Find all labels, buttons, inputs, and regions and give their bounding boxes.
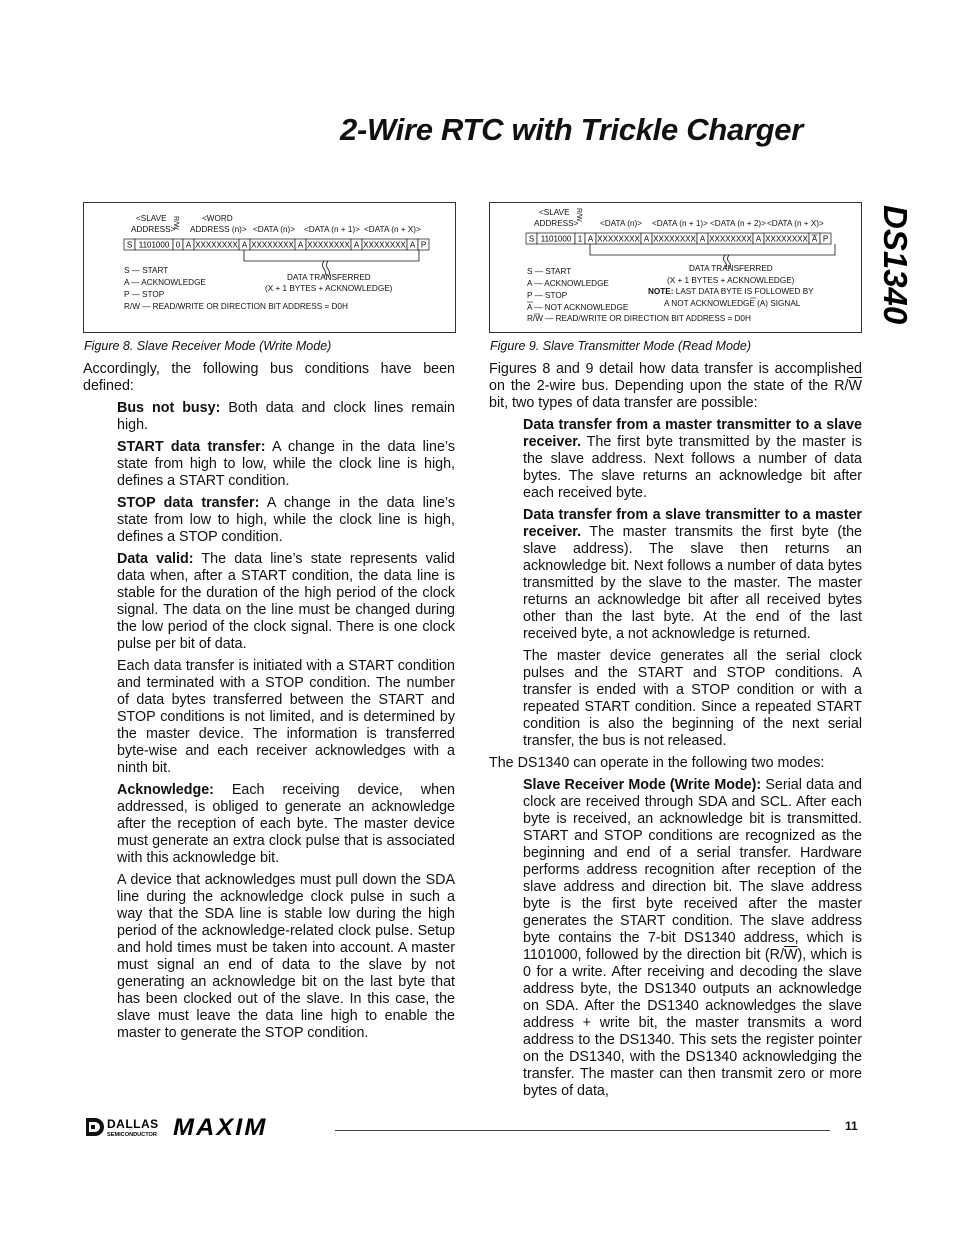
fig8-hdr-slave: <SLAVE [136, 214, 167, 223]
fig9-data-transferred-sub: (X + 1 BYTES + ACKNOWLEDGE) [667, 276, 795, 285]
svg-text:NOTE: LAST DATA BYTE IS FOLLOW [648, 287, 814, 296]
maxim-logo-text: MAXIM [173, 1115, 268, 1139]
slave-to-master: Data transfer from a slave transmitter to a master receiver. The master transmits the first byte (the slave address). The slave then returns an acknowledge bit. Next follows a number of data bytes transmitted by the slave to the master. The master returns an acknowledge bit after all received bytes other than the last byte. At the end of the last received byte, a not acknowledge is returned. [523, 507, 862, 642]
fig9-data-transferred: DATA TRANSFERRED [689, 264, 773, 273]
figure-8-caption: Figure 8. Slave Receiver Mode (Write Mode) [84, 339, 332, 353]
fig8-data-transferred: DATA TRANSFERRED [287, 273, 371, 282]
each-data-transfer: Each data transfer is initiated with a START condition and terminated with a STOP condition. The number of data bytes transferred between the START and STOP conditions is not limited, and is determined by the master device. The information is transferred byte-wise and each receiver acknowledges with a ninth bit. [117, 658, 455, 776]
fig9-frame [526, 233, 831, 244]
operating-modes: The DS1340 can operate in the following two modes: [489, 755, 825, 771]
master-generates: The master device generates all the serial clock pulses and the START and STOP conditions. A transfer is ended with a STOP condition or with a repeated START condition. Since a repeated START condition is also the beginning of the next serial transfer, the bus is not released. [523, 648, 862, 749]
fig8-hdr-address: ADDRESS> [131, 225, 176, 234]
fig9-hdr-data-n1: <DATA (n + 1)> [652, 219, 708, 228]
fig8-cell-ack: A [353, 240, 360, 250]
fig9-cell-rw: 1 [577, 234, 583, 244]
fig8-cell-stop: P [420, 240, 427, 250]
fig9-legend-stop: P — STOP [527, 291, 568, 300]
fig8-data-transferred-sub: (X + 1 BYTES + ACKNOWLEDGE) [265, 284, 393, 293]
fig8-cell-data: XXXXXXXX [251, 240, 294, 250]
figure-9-caption: Figure 9. Slave Transmitter Mode (Read Mode) [490, 339, 751, 353]
fig9-note-text: LAST DATA BYTE IS FOLLOWED BY [675, 287, 814, 296]
fig8-cell-ack: A [185, 240, 192, 250]
side-part-label-text: DS1340 [877, 205, 914, 325]
fig9-cell-ack: A [587, 234, 594, 244]
fig8-cell-data: XXXXXXXX [307, 240, 350, 250]
fig8-hdr-rw: R/W [172, 216, 179, 230]
fig8-cell-ack: A [241, 240, 248, 250]
slave-receiver-mode: Slave Receiver Mode (Write Mode): Serial data and clock are received through SDA and SCL. After each byte is received, an acknowledge bit is transmitted. START and STOP conditions are recognized as the beginning and end of a serial transfer. Hardware performs address recognition after reception of the slave address and direction bit. The slave address byte is the first byte received after the master generates the START condition. The slave address byte contains the 7-bit DS1340 address, which is 1101000, followed by the direction bit $(R/\overline{W})$, which is 0 for a write. After receiving and decoding the slave address byte, the DS1340 outputs an acknowledge on SDA. After the DS1340 acknowledges the slave address + write bit, the master transmits a word address to the DS1340. This sets the register pointer on the DS1340, with the DS1340 acknowledging the transfer. The master can then transmit zero or more bytes of data, [523, 777, 862, 1099]
fig8-cell-start: S [126, 240, 133, 250]
side-part-label [872, 205, 922, 335]
fig9-hdr-data-n: <DATA (n)> [600, 219, 643, 228]
acknowledge: Acknowledge: Each receiving device, when addressed, is obliged to generate an acknowledge after the reception of each byte. The master device must generate an extra clock pulse that is associated with this acknowledge bit. [117, 782, 455, 866]
fig8-cell-data: XXXXXXXX [363, 240, 406, 250]
fig9-cell-nack: A [811, 234, 818, 244]
dallas-logo [85, 1116, 171, 1138]
fig9-hdr-slave: <SLAVE [539, 208, 570, 217]
fig9-legend-rw: R/W — READ/WRITE OR DIRECTION BIT ADDRESS = D0H [527, 314, 751, 323]
fig9-note-label: NOTE: [648, 287, 674, 296]
maxim-logo [173, 1115, 413, 1139]
fig9-cell-ack: A [755, 234, 762, 244]
data-valid: Data valid: The data line’s state represents valid data when, after a START condition, the data line is stable for the duration of the high period of the clock signal. The data on the line must be changed during the low period of the clock signal. There is one clock pulse per bit of data. [117, 551, 455, 652]
page-footer [85, 1112, 865, 1142]
fig8-legend-stop: P — STOP [124, 290, 165, 299]
fig9-hdr-rw: R/W [575, 208, 582, 222]
figure-9 [489, 202, 862, 333]
fig8-cell-ack: A [409, 240, 416, 250]
master-to-slave: Data transfer from a master transmitter to a slave receiver. The first byte transmitted by the master is the slave address. Next follows a number of data bytes. The slave returns an acknowledge bit after each received byte. [523, 417, 862, 501]
start-data-transfer: START data transfer: A change in the data line’s state from high to low, while the clock line is high, defines a START condition. [117, 439, 455, 489]
fig9-hdr-data-nx: <DATA (n + X)> [767, 219, 824, 228]
fig9-note-signal: A NOT ACKNOWLEDGE (A) SIGNAL [664, 299, 801, 308]
right-column [489, 361, 862, 1105]
footer-rule [335, 1130, 830, 1131]
fig9-legend-ack: A — ACKNOWLEDGE [527, 279, 609, 288]
fig9-legend-nack: A — NOT ACKNOWLEDGE [527, 303, 629, 312]
stop-data-transfer: STOP data transfer: A change in the data line’s state from low to high, while the clock line is high, defines a STOP condition. [117, 495, 455, 545]
fig9-hdr-address: ADDRESS> [534, 219, 579, 228]
fig8-legend-start: S — START [124, 266, 169, 275]
fig9-cell-data: XXXXXXXX [765, 234, 808, 244]
fig9-cell-ack: A [643, 234, 650, 244]
fig9-cell-start: S [528, 234, 535, 244]
page-title: 2-Wire RTC with Trickle Charger [340, 112, 804, 147]
fig8-cell-rw: 0 [175, 240, 181, 250]
figure-8 [83, 202, 456, 333]
fig8-legend-ack: A — ACKNOWLEDGE [124, 278, 206, 287]
fig8-cell-data: XXXXXXXX [195, 240, 238, 250]
fig9-cell-data: XXXXXXXX [709, 234, 752, 244]
fig9-cell-stop: P [822, 234, 829, 244]
fig8-hdr-data-n1: <DATA (n + 1)> [304, 225, 360, 234]
bus-conditions-intro: Accordingly, the following bus conditions have been defined: [83, 361, 455, 394]
fig9-cell-slave-address: 1101000 [540, 234, 572, 244]
dallas-logo-text: DALLAS [107, 1117, 159, 1131]
fig9-hdr-data-n2: <DATA (n + 2)> [710, 219, 766, 228]
fig9-cell-data: XXXXXXXX [653, 234, 696, 244]
device-acknowledges: A device that acknowledges must pull down the SDA line during the acknowledge clock pulse in such a way that the SDA line is stable low during the high period of the acknowledge-related clock pulse. Setup and hold times must be taken into account. A master must signal an end of data to the slave by not generating an acknowledge bit on the last byte that has been clocked out of the slave. In this case, the slave must leave the data line high to enable the master to generate the STOP condition. [117, 872, 455, 1041]
fig8-hdr-word: <WORD [202, 214, 233, 223]
fig8-cell-ack: A [297, 240, 304, 250]
figures-detail: Figures 8 and 9 detail how data transfer is accomplished on the 2-wire bus. Depending upon the state of the $R/\overline{W}$ bit, two types of data transfer are possible: [489, 361, 862, 411]
fig8-hdr-word-addr: ADDRESS (n)> [190, 225, 247, 234]
fig8-frame [124, 239, 429, 250]
fig8-hdr-data-nx: <DATA (n + X)> [364, 225, 421, 234]
left-column [83, 361, 455, 1047]
fig8-legend-rw: R/W — READ/WRITE OR DIRECTION BIT ADDRESS = D0H [124, 302, 348, 311]
page-number: 11 [845, 1119, 858, 1133]
fig9-cell-data: XXXXXXXX [597, 234, 640, 244]
fig8-hdr-data-n: <DATA (n)> [253, 225, 296, 234]
fig9-legend-start: S — START [527, 267, 572, 276]
fig9-cell-ack: A [699, 234, 706, 244]
fig8-cell-slave-address: 1101000 [138, 240, 170, 250]
dallas-logo-subtext: SEMICONDUCTOR [107, 1132, 157, 1138]
bus-not-busy: Bus not busy: Both data and clock lines remain high. [117, 400, 455, 433]
